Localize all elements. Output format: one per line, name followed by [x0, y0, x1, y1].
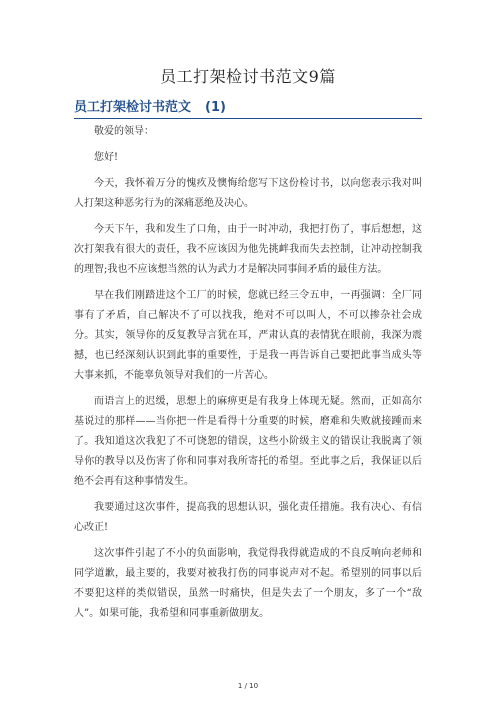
paragraph: 今天，我怀着万分的愧疚及懊悔给您写下这份检讨书，以向您表示我对叫人打架这种恶劣行为的深痛恶绝及决心。: [74, 178, 422, 209]
paragraph: 您好!: [94, 152, 119, 163]
document-title: 员工打架检讨书范文9篇: [160, 67, 336, 86]
section-heading-text: 员工打架检讨书范文: [74, 100, 192, 115]
paragraph: 敬爱的领导：: [94, 126, 154, 137]
page-number: 1 / 10: [237, 682, 259, 690]
document-body: [74, 122, 422, 630]
paragraph: 早在我们刚踏进这个工厂的时候，您就已经三令五申，一再强调：全厂同事有了矛盾，自己解决不了可以找我，绝对不可以叫人，不可以掺杂社会成分。其实，领导你的反复教导言犹在耳，严肃认真的表情犹在眼前，我深为震撼，也已经深刻认识到此事的重要性，于是我一再告诉自己要把此事当成头等大事来抓，不能辜负领导对我们的一片苦心。: [74, 290, 422, 381]
section-number: (1): [205, 100, 226, 115]
section-heading: [74, 96, 422, 119]
paragraph: 这次事件引起了不小的负面影响，我觉得我得就造成的不良反响向老师和同学道歉，最主要的，我要对被我打伤的同事说声对不起。希望别的同事以后不要犯这样的类似错误，虽然一时痛快，但是失去了一个朋友，多了一个“敌人”。如果可能，我希望和同事重新做朋友。: [74, 548, 422, 619]
paragraph: 而语言上的迟缓，思想上的麻痹更是有我身上体现无疑。然而，正如高尔基说过的那样——当你把一件是看得十分重要的时候，磨难和失败就接踵而来了。我知道这次我犯了不可饶恕的错误，这些小阶级主义的错误让我脱离了领导你的教导以及伤害了你和同事对我所寄托的希望。至此事之后，我保证以后绝不会再有这种事情发生。: [74, 396, 422, 487]
paragraph: 我要通过这次事件，提高我的思想认识，强化责任措施。我有决心、有信心改正!: [74, 502, 422, 533]
paragraph: 今天下午，我和发生了口角，由于一时冲动，我把打伤了，事后想想，这次打架我有很大的责任，我不应该因为他先挑衅我而失去控制，让冲动控制我的理智;我也不应该想当然的认为武力才是解决同事间矛盾的最佳方法。: [74, 224, 422, 275]
